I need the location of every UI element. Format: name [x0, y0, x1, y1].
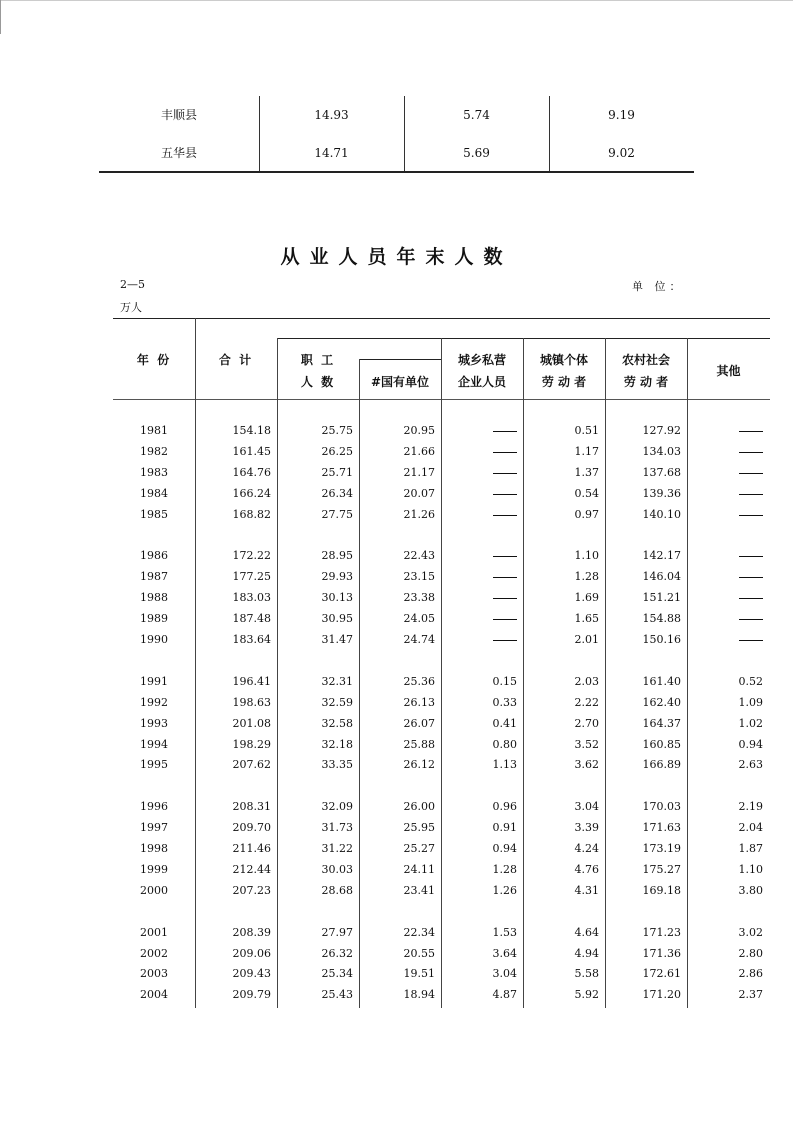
empty-value-dash — [739, 619, 763, 620]
county-value-2: 5.69 — [463, 146, 490, 160]
year-cell: 1991 — [140, 674, 168, 688]
urban-cell: 3.04 — [574, 800, 599, 814]
empty-value-dash — [493, 494, 517, 495]
county-value-1: 14.71 — [314, 146, 349, 160]
year-cell: 1995 — [140, 758, 168, 772]
year-cell: 1998 — [140, 842, 168, 855]
rural-cell: 162.40 — [642, 695, 681, 709]
year-cell: 2000 — [140, 883, 168, 897]
urban-cell: 1.10 — [574, 549, 599, 563]
state-cell: 25.95 — [403, 821, 435, 835]
other-cell: 1.87 — [738, 842, 763, 855]
total-cell: 207.62 — [232, 758, 271, 772]
total-cell: 183.03 — [232, 591, 271, 605]
other-cell: 0.94 — [738, 737, 763, 751]
staff-cell: 31.22 — [321, 842, 353, 855]
staff-cell: 28.68 — [321, 883, 353, 897]
urban-cell: 4.64 — [574, 925, 599, 939]
other-cell: 2.63 — [738, 758, 763, 772]
total-cell: 209.06 — [232, 946, 271, 960]
state-cell: 25.36 — [403, 674, 435, 688]
empty-value-dash — [493, 452, 517, 453]
empty-value-dash — [739, 452, 763, 453]
header-top-rule — [113, 318, 770, 319]
staff-cell: 27.97 — [321, 925, 353, 939]
other-cell: 2.19 — [738, 800, 763, 814]
header-private-line1: 城乡私营 — [457, 353, 506, 367]
urban-cell: 4.24 — [574, 842, 599, 855]
rural-cell: 140.10 — [642, 507, 681, 521]
private-cell: 0.94 — [492, 842, 517, 855]
county-table — [99, 96, 694, 172]
state-cell: 21.66 — [403, 444, 435, 458]
staff-cell: 25.71 — [321, 465, 353, 479]
header-private-line2: 企业人员 — [457, 375, 506, 389]
urban-cell: 3.52 — [574, 737, 599, 751]
year-cell: 1990 — [140, 633, 168, 646]
state-cell: 21.26 — [403, 507, 435, 521]
staff-cell: 29.93 — [321, 570, 353, 584]
urban-cell: 2.70 — [574, 716, 599, 730]
total-cell: 198.29 — [232, 737, 271, 751]
empty-value-dash — [493, 473, 517, 474]
staff-cell: 27.75 — [321, 507, 353, 521]
rural-cell: 161.40 — [642, 674, 681, 688]
staff-cell: 32.59 — [321, 695, 353, 709]
state-cell: 19.51 — [403, 967, 435, 981]
staff-cell: 30.13 — [321, 591, 353, 605]
rural-cell: 137.68 — [642, 465, 681, 479]
staff-cell: 30.95 — [321, 612, 353, 626]
state-cell: 25.88 — [403, 737, 435, 751]
header-staff-line2: 人 数 — [300, 375, 336, 389]
rural-cell: 171.63 — [642, 821, 681, 835]
state-cell: 25.27 — [403, 842, 435, 855]
rural-cell: 171.23 — [642, 925, 681, 939]
staff-cell: 32.18 — [321, 737, 353, 751]
state-cell: 23.15 — [403, 570, 435, 584]
staff-cell: 32.09 — [321, 800, 353, 814]
urban-cell: 4.76 — [574, 862, 599, 876]
year-cell: 1986 — [140, 549, 168, 563]
private-cell: 3.04 — [492, 967, 517, 981]
rural-cell: 175.27 — [642, 862, 681, 876]
empty-value-dash — [493, 515, 517, 516]
staff-cell: 32.58 — [321, 716, 353, 730]
empty-value-dash — [739, 598, 763, 599]
urban-cell: 1.17 — [574, 444, 599, 458]
header-other: 其他 — [716, 364, 741, 378]
rural-cell: 169.18 — [642, 883, 681, 897]
header-state-owned: #国有单位 — [370, 375, 430, 389]
urban-cell: 4.31 — [574, 883, 599, 897]
state-cell: 20.07 — [403, 486, 435, 500]
year-cell: 1988 — [140, 591, 168, 605]
urban-cell: 3.39 — [574, 821, 599, 835]
total-cell: 207.23 — [232, 883, 271, 897]
rural-cell: 142.17 — [642, 549, 681, 563]
year-cell: 2002 — [140, 946, 168, 960]
other-cell: 2.04 — [738, 821, 763, 835]
year-cell: 1985 — [140, 507, 168, 521]
urban-cell: 5.58 — [574, 967, 599, 981]
other-cell: 1.09 — [738, 695, 763, 709]
other-cell: 2.86 — [738, 967, 763, 981]
private-cell: 1.26 — [492, 883, 517, 897]
other-cell: 1.02 — [738, 716, 763, 730]
county-value-2: 5.74 — [463, 108, 490, 122]
year-cell: 2003 — [140, 967, 168, 981]
rural-cell: 134.03 — [642, 444, 681, 458]
year-cell: 1996 — [140, 800, 168, 814]
private-cell: 0.96 — [492, 800, 517, 814]
state-cell: 26.13 — [403, 695, 435, 709]
rural-cell: 171.20 — [642, 988, 681, 1002]
year-cell: 1997 — [140, 821, 168, 835]
empty-value-dash — [739, 494, 763, 495]
total-cell: 198.63 — [232, 695, 271, 709]
private-cell: 1.13 — [492, 758, 517, 772]
table-bottom-rule — [99, 171, 694, 173]
staff-cell: 26.25 — [321, 444, 353, 458]
total-cell: 208.39 — [232, 925, 271, 939]
empty-value-dash — [493, 556, 517, 557]
empty-value-dash — [739, 473, 763, 474]
state-cell: 23.38 — [403, 591, 435, 605]
staff-cell: 25.34 — [321, 967, 353, 981]
total-cell: 168.82 — [232, 507, 271, 521]
staff-cell: 33.35 — [321, 758, 353, 772]
total-cell: 164.76 — [232, 465, 271, 479]
urban-cell: 1.65 — [574, 612, 599, 626]
table-row — [99, 134, 694, 172]
state-cell: 24.05 — [403, 612, 435, 626]
urban-cell: 3.62 — [574, 758, 599, 772]
urban-cell: 4.94 — [574, 946, 599, 960]
total-cell: 172.22 — [232, 549, 271, 563]
unit-value: 万人 — [120, 301, 142, 314]
state-cell: 20.55 — [403, 946, 435, 960]
total-cell: 183.64 — [232, 633, 271, 646]
urban-cell: 2.01 — [574, 633, 599, 646]
staff-cell: 26.34 — [321, 486, 353, 500]
rural-cell: 150.16 — [642, 633, 681, 646]
staff-cell: 31.73 — [321, 821, 353, 835]
empty-value-dash — [493, 619, 517, 620]
staff-cell: 28.95 — [321, 549, 353, 563]
total-cell: 209.79 — [232, 988, 271, 1002]
year-cell: 1994 — [140, 737, 168, 751]
rural-cell: 171.36 — [642, 946, 681, 960]
urban-cell: 0.54 — [574, 486, 599, 500]
state-cell: 21.17 — [403, 465, 435, 479]
state-cell: 22.34 — [403, 925, 435, 939]
rural-cell: 154.88 — [642, 612, 681, 626]
urban-cell: 0.51 — [574, 424, 599, 437]
rural-cell: 166.89 — [642, 758, 681, 772]
total-cell: 196.41 — [232, 674, 271, 688]
total-cell: 211.46 — [232, 842, 271, 855]
total-cell: 161.45 — [232, 444, 271, 458]
state-cell: 26.07 — [403, 716, 435, 730]
year-cell: 1981 — [140, 424, 168, 437]
county-name: 五华县 — [160, 146, 197, 160]
empty-value-dash — [493, 577, 517, 578]
county-value-3: 9.02 — [608, 146, 635, 160]
rural-cell: 173.19 — [642, 842, 681, 855]
urban-cell: 1.37 — [574, 465, 599, 479]
empty-value-dash — [493, 431, 517, 432]
table-row — [99, 96, 694, 134]
private-cell: 0.80 — [492, 737, 517, 751]
private-cell: 1.53 — [492, 925, 517, 939]
private-cell: 4.87 — [492, 988, 517, 1002]
total-cell: 209.43 — [232, 967, 271, 981]
county-value-1: 14.93 — [314, 108, 349, 122]
urban-cell: 1.28 — [574, 570, 599, 584]
staff-cell: 30.03 — [321, 862, 353, 876]
total-cell: 154.18 — [232, 424, 271, 437]
staff-cell: 31.47 — [321, 633, 353, 646]
total-cell: 187.48 — [232, 612, 271, 626]
header-urban-line1: 城镇个体 — [539, 353, 588, 367]
county-name: 丰顺县 — [160, 108, 197, 122]
employment-table — [113, 318, 770, 1008]
year-cell: 1999 — [140, 862, 168, 876]
year-cell: 1993 — [140, 716, 168, 730]
other-cell: 1.10 — [738, 862, 763, 876]
table-code: 2—5 — [120, 278, 145, 291]
rural-cell: 151.21 — [642, 591, 681, 605]
staff-cell: 25.43 — [321, 988, 353, 1002]
county-value-3: 9.19 — [608, 108, 635, 122]
private-cell: 0.15 — [492, 674, 517, 688]
other-cell: 0.52 — [738, 674, 763, 688]
other-cell: 3.02 — [738, 925, 763, 939]
rural-cell: 164.37 — [642, 716, 681, 730]
staff-cell: 32.31 — [321, 674, 353, 688]
state-cell: 26.00 — [403, 800, 435, 814]
header-urban-line2: 劳 动 者 — [541, 375, 587, 389]
total-cell: 209.70 — [232, 821, 271, 835]
total-cell: 212.44 — [232, 862, 271, 876]
staff-cell: 26.32 — [321, 946, 353, 960]
total-cell: 177.25 — [232, 570, 271, 584]
header-staff-line1: 职 工 — [300, 353, 336, 367]
empty-value-dash — [493, 598, 517, 599]
urban-cell: 1.69 — [574, 591, 599, 605]
header-total: 合 计 — [218, 353, 254, 367]
other-cell: 2.80 — [738, 946, 763, 960]
year-cell: 1989 — [140, 612, 168, 626]
empty-value-dash — [493, 640, 517, 641]
urban-cell: 2.22 — [574, 695, 599, 709]
urban-cell: 5.92 — [574, 988, 599, 1002]
header-rural-line2: 劳 动 者 — [623, 375, 669, 389]
total-cell: 201.08 — [232, 716, 271, 730]
rural-cell: 170.03 — [642, 800, 681, 814]
private-cell: 3.64 — [492, 946, 517, 960]
year-cell: 1992 — [140, 695, 168, 709]
private-cell: 0.91 — [492, 821, 517, 835]
other-cell: 3.80 — [738, 883, 763, 897]
year-cell: 1987 — [140, 570, 168, 584]
state-cell: 20.95 — [403, 424, 435, 437]
header-rural-line1: 农村社会 — [621, 353, 670, 367]
state-cell: 23.41 — [403, 883, 435, 897]
state-cell: 24.74 — [403, 633, 435, 646]
total-cell: 208.31 — [232, 800, 271, 814]
private-cell: 0.33 — [492, 695, 517, 709]
header-year: 年 份 — [136, 353, 172, 367]
empty-value-dash — [739, 577, 763, 578]
total-cell: 166.24 — [232, 486, 271, 500]
year-cell: 1982 — [140, 444, 168, 458]
private-cell: 0.41 — [492, 716, 517, 730]
empty-value-dash — [739, 431, 763, 432]
year-cell: 1983 — [140, 465, 168, 479]
page-title: 从业人员年末人数 — [280, 246, 513, 268]
other-cell: 2.37 — [738, 988, 763, 1002]
unit-label: 单 位： — [632, 280, 685, 293]
staff-cell: 25.75 — [321, 424, 353, 437]
year-cell: 2004 — [140, 988, 168, 1002]
year-cell: 2001 — [140, 925, 168, 939]
rural-cell: 160.85 — [642, 737, 681, 751]
rural-cell: 127.92 — [642, 424, 681, 437]
rural-cell: 139.36 — [642, 486, 681, 500]
private-cell: 1.28 — [492, 862, 517, 876]
state-cell: 24.11 — [403, 862, 435, 876]
staff-sub-rule — [359, 359, 441, 360]
year-cell: 1984 — [140, 486, 168, 500]
page-left-edge — [0, 0, 1, 34]
urban-cell: 0.97 — [574, 507, 599, 521]
state-cell: 22.43 — [403, 549, 435, 563]
page-top-edge — [0, 0, 793, 1]
rural-cell: 172.61 — [642, 967, 681, 981]
rural-cell: 146.04 — [642, 570, 681, 584]
state-cell: 18.94 — [403, 988, 435, 1002]
empty-value-dash — [739, 640, 763, 641]
urban-cell: 2.03 — [574, 674, 599, 688]
empty-value-dash — [739, 556, 763, 557]
state-cell: 26.12 — [403, 758, 435, 772]
empty-value-dash — [739, 515, 763, 516]
